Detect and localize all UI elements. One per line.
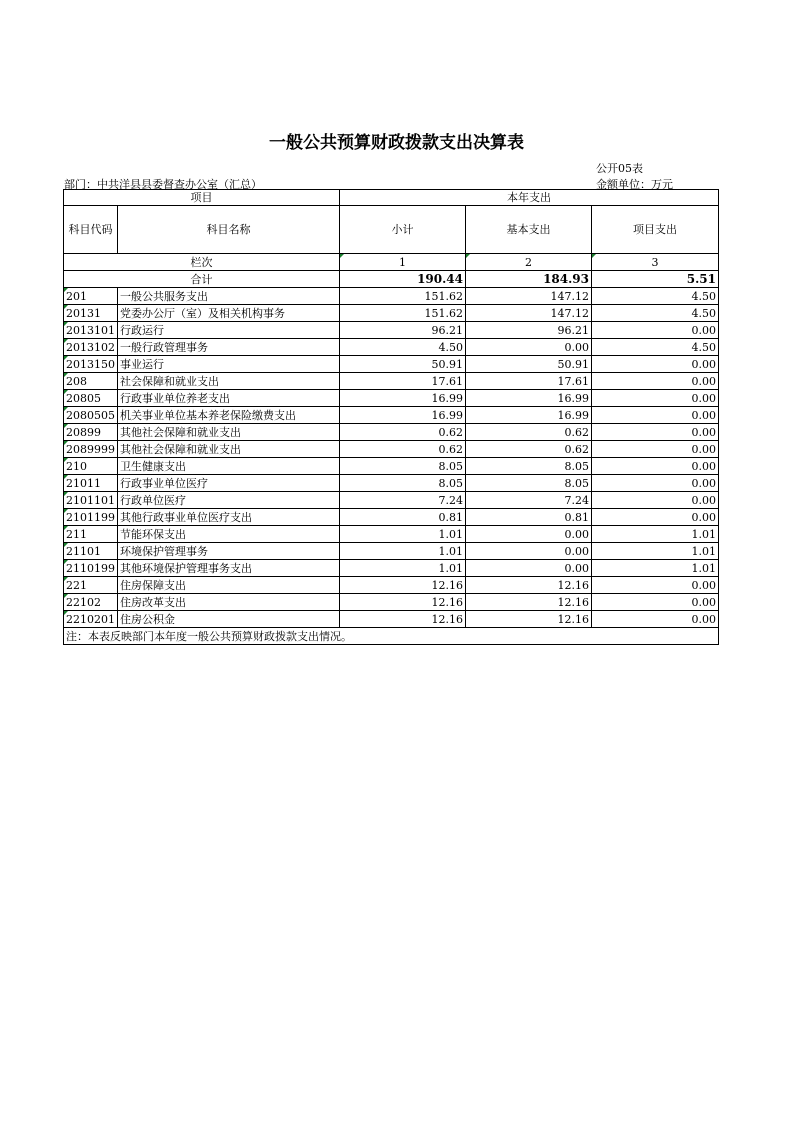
header-row-1 — [64, 190, 719, 206]
row-project: 0.00 — [592, 356, 719, 373]
row-code: 2101199 — [64, 509, 118, 526]
table-row — [64, 543, 719, 560]
note-row — [64, 628, 719, 645]
form-number: 公开05表 — [596, 162, 643, 175]
row-name: 一般行政管理事务 — [118, 339, 340, 356]
row-subtotal: 151.62 — [340, 288, 466, 305]
header-project: 项目支出 — [592, 206, 719, 254]
row-code: 2013150 — [64, 356, 118, 373]
expenditure-table — [63, 189, 719, 645]
row-subtotal: 0.62 — [340, 441, 466, 458]
row-name: 其他社会保障和就业支出 — [118, 441, 340, 458]
row-project: 0.00 — [592, 458, 719, 475]
row-name: 行政事业单位医疗 — [118, 475, 340, 492]
row-subtotal: 12.16 — [340, 577, 466, 594]
row-code: 210 — [64, 458, 118, 475]
row-name: 其他环境保护管理事务支出 — [118, 560, 340, 577]
table-row — [64, 305, 719, 322]
row-subtotal: 151.62 — [340, 305, 466, 322]
row-project: 0.00 — [592, 492, 719, 509]
row-project: 1.01 — [592, 543, 719, 560]
row-name: 卫生健康支出 — [118, 458, 340, 475]
row-project: 0.00 — [592, 475, 719, 492]
row-name: 环境保护管理事务 — [118, 543, 340, 560]
header-basic: 基本支出 — [466, 206, 592, 254]
row-name: 社会保障和就业支出 — [118, 373, 340, 390]
row-name: 节能环保支出 — [118, 526, 340, 543]
row-subtotal: 16.99 — [340, 407, 466, 424]
table-row — [64, 475, 719, 492]
row-project: 0.00 — [592, 577, 719, 594]
row-code: 2101101 — [64, 492, 118, 509]
row-subtotal: 96.21 — [340, 322, 466, 339]
table-row — [64, 288, 719, 305]
header-name: 科目名称 — [118, 206, 340, 254]
row-code: 21011 — [64, 475, 118, 492]
row-project: 0.00 — [592, 407, 719, 424]
row-project: 0.00 — [592, 611, 719, 628]
row-name: 住房公积金 — [118, 611, 340, 628]
table-row — [64, 322, 719, 339]
row-code: 20899 — [64, 424, 118, 441]
table-note: 注：本表反映部门本年度一般公共预算财政拨款支出情况。 — [64, 628, 719, 645]
row-code: 20805 — [64, 390, 118, 407]
total-project: 5.51 — [592, 271, 719, 288]
row-basic: 0.62 — [466, 424, 592, 441]
row-name: 机关事业单位基本养老保险缴费支出 — [118, 407, 340, 424]
row-code: 208 — [64, 373, 118, 390]
row-basic: 12.16 — [466, 577, 592, 594]
table-row — [64, 577, 719, 594]
table-row — [64, 407, 719, 424]
row-code: 22102 — [64, 594, 118, 611]
row-name: 住房保障支出 — [118, 577, 340, 594]
row-basic: 96.21 — [466, 322, 592, 339]
column-index-3: 3 — [592, 254, 719, 271]
row-project: 0.00 — [592, 424, 719, 441]
row-basic: 0.00 — [466, 543, 592, 560]
row-basic: 0.62 — [466, 441, 592, 458]
row-subtotal: 7.24 — [340, 492, 466, 509]
row-subtotal: 50.91 — [340, 356, 466, 373]
row-name: 一般公共服务支出 — [118, 288, 340, 305]
column-index-row — [64, 254, 719, 271]
row-basic: 12.16 — [466, 611, 592, 628]
row-basic: 7.24 — [466, 492, 592, 509]
row-code: 2110199 — [64, 560, 118, 577]
row-project: 0.00 — [592, 373, 719, 390]
row-name: 行政运行 — [118, 322, 340, 339]
row-basic: 0.00 — [466, 560, 592, 577]
row-basic: 8.05 — [466, 458, 592, 475]
row-subtotal: 1.01 — [340, 560, 466, 577]
row-code: 21101 — [64, 543, 118, 560]
table-row — [64, 356, 719, 373]
table-row — [64, 424, 719, 441]
row-basic: 0.00 — [466, 526, 592, 543]
total-label: 合计 — [64, 271, 340, 288]
row-basic: 8.05 — [466, 475, 592, 492]
row-code: 221 — [64, 577, 118, 594]
row-subtotal: 12.16 — [340, 594, 466, 611]
table-row — [64, 611, 719, 628]
row-subtotal: 16.99 — [340, 390, 466, 407]
header-current-year: 本年支出 — [340, 190, 719, 206]
table-row — [64, 509, 719, 526]
row-code: 2013102 — [64, 339, 118, 356]
column-index-label: 栏次 — [64, 254, 340, 271]
table-row — [64, 560, 719, 577]
row-project: 0.00 — [592, 322, 719, 339]
row-name: 行政事业单位养老支出 — [118, 390, 340, 407]
header-code: 科目代码 — [64, 206, 118, 254]
row-basic: 12.16 — [466, 594, 592, 611]
amount-unit-label: 金额单位：万元 — [596, 178, 673, 191]
row-basic: 0.00 — [466, 339, 592, 356]
header-row-2 — [64, 206, 719, 254]
row-subtotal: 1.01 — [340, 526, 466, 543]
row-code: 201 — [64, 288, 118, 305]
row-code: 2089999 — [64, 441, 118, 458]
row-subtotal: 0.81 — [340, 509, 466, 526]
row-subtotal: 8.05 — [340, 458, 466, 475]
row-project: 4.50 — [592, 339, 719, 356]
row-project: 4.50 — [592, 288, 719, 305]
row-subtotal: 12.16 — [340, 611, 466, 628]
header-subtotal: 小计 — [340, 206, 466, 254]
row-subtotal: 1.01 — [340, 543, 466, 560]
page-title: 一般公共预算财政拨款支出决算表 — [269, 133, 524, 153]
row-basic: 16.99 — [466, 390, 592, 407]
row-code: 2013101 — [64, 322, 118, 339]
row-basic: 50.91 — [466, 356, 592, 373]
table-row — [64, 594, 719, 611]
row-code: 2210201 — [64, 611, 118, 628]
row-project: 0.00 — [592, 441, 719, 458]
row-code: 211 — [64, 526, 118, 543]
department-label: 部门：中共洋县县委督查办公室（汇总） — [64, 178, 262, 191]
row-name: 其他行政事业单位医疗支出 — [118, 509, 340, 526]
table-row — [64, 458, 719, 475]
total-basic: 184.93 — [466, 271, 592, 288]
column-index-1: 1 — [340, 254, 466, 271]
row-code: 20131 — [64, 305, 118, 322]
row-basic: 17.61 — [466, 373, 592, 390]
table-row — [64, 526, 719, 543]
row-project: 0.00 — [592, 594, 719, 611]
row-name: 事业运行 — [118, 356, 340, 373]
row-subtotal: 0.62 — [340, 424, 466, 441]
table-row — [64, 339, 719, 356]
row-project: 1.01 — [592, 560, 719, 577]
row-basic: 16.99 — [466, 407, 592, 424]
row-project: 0.00 — [592, 390, 719, 407]
table-row — [64, 492, 719, 509]
row-name: 住房改革支出 — [118, 594, 340, 611]
column-index-2: 2 — [466, 254, 592, 271]
row-subtotal: 8.05 — [340, 475, 466, 492]
row-name: 行政单位医疗 — [118, 492, 340, 509]
row-name: 党委办公厅（室）及相关机构事务 — [118, 305, 340, 322]
header-item: 项目 — [64, 190, 340, 206]
row-project: 1.01 — [592, 526, 719, 543]
row-basic: 147.12 — [466, 305, 592, 322]
total-row — [64, 271, 719, 288]
row-name: 其他社会保障和就业支出 — [118, 424, 340, 441]
row-basic: 147.12 — [466, 288, 592, 305]
row-project: 4.50 — [592, 305, 719, 322]
row-project: 0.00 — [592, 509, 719, 526]
row-subtotal: 4.50 — [340, 339, 466, 356]
table-row — [64, 441, 719, 458]
row-code: 2080505 — [64, 407, 118, 424]
row-basic: 0.81 — [466, 509, 592, 526]
total-subtotal: 190.44 — [340, 271, 466, 288]
row-subtotal: 17.61 — [340, 373, 466, 390]
table-row — [64, 373, 719, 390]
table-row — [64, 390, 719, 407]
